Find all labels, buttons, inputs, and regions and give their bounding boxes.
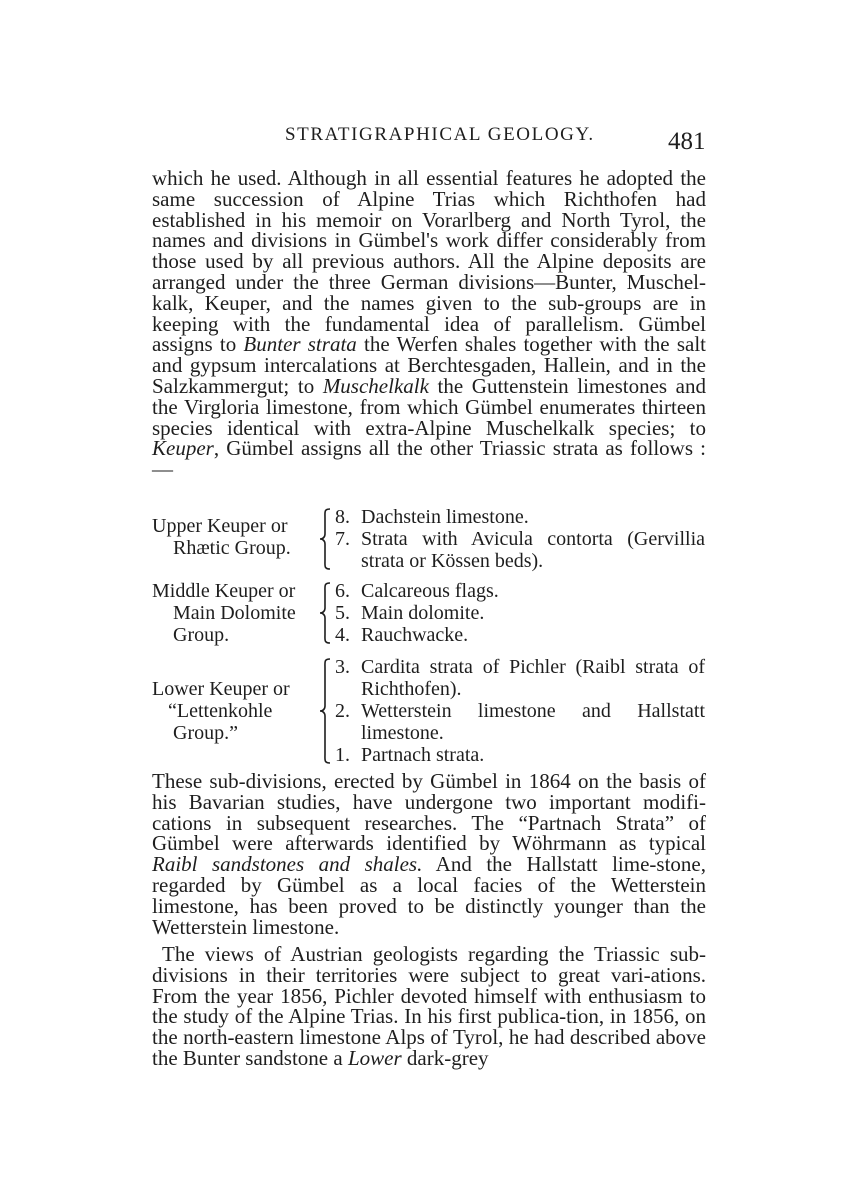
stratum-text: Dachstein limestone. bbox=[361, 506, 529, 528]
paragraph-2-italic-raibl: Raibl sandstones and shales. bbox=[152, 852, 423, 877]
group-label-line: Upper Keuper or bbox=[152, 515, 288, 537]
paragraph-1-italic-bunter: Bunter strata bbox=[243, 332, 357, 357]
stratum-text: Cardita strata of Pichler (Raibl strata of Richthofen). bbox=[361, 656, 705, 700]
page-number: 481 bbox=[668, 128, 706, 155]
paragraph-2-text-a: These sub-divisions, erected by Gümbel in 1864 on the basis of his Bavarian studies, have undergone two important modifi-cations in subsequent researches. The “Partnach Strata” of Gümbel were afterwards identified by Wöhrmann as typical bbox=[152, 769, 706, 856]
stratum-item bbox=[335, 602, 705, 624]
stratum-text: Strata with Avicula contorta (Gervillia strata or Kössen beds). bbox=[361, 528, 705, 572]
group-label-line: Middle Keuper or bbox=[152, 580, 296, 602]
paragraph-3-italic-lower: Lower bbox=[347, 1045, 402, 1070]
group-items bbox=[335, 580, 705, 646]
paragraph-2-text-b: And the Hallstatt lime-stone, regarded by Gümbel as a local facies of the Wetterstein limestone, has been proved to be distinctly younger than the Wetterstein limestone. bbox=[152, 852, 706, 939]
group-label-line: Rhætic Group. bbox=[173, 537, 291, 559]
stratum-text: Calcareous flags. bbox=[361, 580, 499, 602]
stratum-number: 7. bbox=[335, 528, 350, 550]
group-label-line: Main Dolomite bbox=[173, 602, 296, 624]
paragraph-1-italic-muschelkalk: Muschelkalk bbox=[322, 373, 429, 398]
stratum-text: Rauchwacke. bbox=[361, 624, 469, 646]
group-label-line: Lower Keuper or bbox=[152, 678, 290, 700]
keuper-group-upper bbox=[152, 506, 708, 572]
stratum-number: 5. bbox=[335, 602, 350, 624]
group-items bbox=[335, 656, 705, 766]
stratum-text: Main dolomite. bbox=[361, 602, 485, 624]
stratum-item bbox=[335, 506, 705, 528]
paragraph-1-italic-keuper: Keuper bbox=[152, 436, 214, 461]
curly-brace-icon bbox=[318, 508, 332, 570]
group-label bbox=[152, 580, 296, 646]
stratum-text: Wetterstein limestone and Hallstatt limestone. bbox=[361, 700, 705, 744]
group-label bbox=[152, 678, 290, 744]
paragraph-1-text-c: the Guttenstein limestones and the Virgloria limestone, from which Gümbel enumerates thirteen species identical with extra-Alpine Muschelkalk species; to bbox=[152, 373, 706, 440]
stratum-item bbox=[335, 624, 705, 646]
stratum-item bbox=[335, 528, 705, 572]
keuper-group-lower bbox=[152, 656, 708, 766]
keuper-group-middle bbox=[152, 580, 708, 646]
paragraph-1-text-b: the Werfen shales together with the salt and gypsum intercalations at Berchtesgaden, Hallein, and in the Salzkammergut; to bbox=[152, 332, 706, 398]
stratum-number: 6. bbox=[335, 580, 350, 602]
paragraph-3-text-a: The views of Austrian geologists regarding the Triassic sub-divisions in their territories were subject to great vari-ations. From the year 1856, Pichler devoted himself with enthusiasm to the study of the Alpine Trias. In his first publica-tion, in 1856, on the north-eastern limestone Alps of Tyrol, he had described above the Bunter sandstone a bbox=[152, 942, 706, 1070]
stratum-item bbox=[335, 700, 705, 744]
stratum-number: 8. bbox=[335, 506, 350, 528]
stratum-number: 1. bbox=[335, 744, 350, 766]
group-label-line: Group.” bbox=[173, 722, 238, 744]
group-label bbox=[152, 515, 291, 559]
group-items bbox=[335, 506, 705, 572]
stratum-number: 4. bbox=[335, 624, 350, 646]
stratum-number: 3. bbox=[335, 656, 350, 678]
group-label-line: “Lettenkohle bbox=[168, 700, 273, 722]
stratum-text: Partnach strata. bbox=[361, 744, 485, 766]
paragraph-1 bbox=[152, 168, 706, 480]
paragraph-3 bbox=[152, 944, 706, 1069]
group-label-line: Group. bbox=[173, 624, 230, 646]
paragraph-3-text-b: dark-grey bbox=[401, 1045, 489, 1070]
curly-brace-icon bbox=[318, 658, 332, 764]
curly-brace-icon bbox=[318, 582, 332, 644]
paragraph-1-text-a: which he used. Although in all essential features he adopted the same succession of Alpine Trias which Richthofen had established in his memoir on Vorarlberg and North Tyrol, the names and divisions in Gümbel's work differ considerably from those used by all previous authors. All the Alpine deposits are arranged under the three German divisions—Bunter, Muschel-kalk, Keuper, and the names given to the sub-groups are in keeping with the fundamental idea of parallelism. Gümbel assigns to bbox=[152, 166, 706, 357]
stratum-item bbox=[335, 580, 705, 602]
stratum-item bbox=[335, 656, 705, 700]
stratum-item bbox=[335, 744, 705, 766]
paragraph-2 bbox=[152, 771, 706, 937]
stratum-number: 2. bbox=[335, 700, 350, 722]
running-head: STRATIGRAPHICAL GEOLOGY. bbox=[285, 124, 595, 145]
paragraph-1-text-d: , Gümbel assigns all the other Triassic strata as follows :— bbox=[152, 436, 706, 482]
